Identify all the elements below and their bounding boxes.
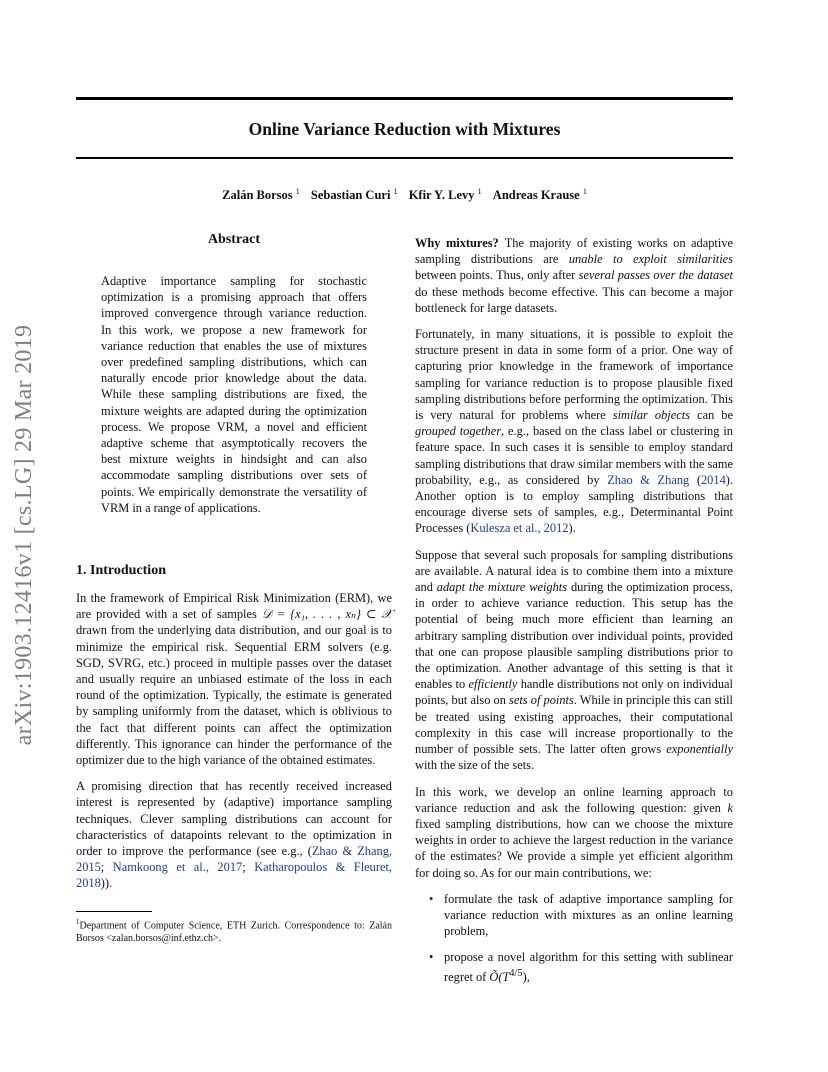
footnote bbox=[76, 916, 392, 945]
author bbox=[493, 188, 587, 202]
text-run: can be bbox=[690, 408, 734, 423]
emphasis: adapt the mixture weights bbox=[436, 580, 568, 595]
affiliation-mark: 1 bbox=[393, 187, 398, 196]
footnote-text: Department of Computer Science, ETH Zurich. Correspondence to: Zalán Borsos <zalan.borsos@inf.ethz.ch>. bbox=[76, 920, 392, 945]
author bbox=[409, 188, 482, 202]
paragraph bbox=[415, 547, 733, 774]
text-run: handle distributions not only on individual points, but also on bbox=[415, 677, 733, 708]
author bbox=[311, 188, 398, 202]
emphasis: unable to exploit similarities bbox=[568, 252, 734, 267]
paragraph bbox=[76, 590, 392, 768]
text-run: do these methods become effective. This can become a major bottleneck for large datasets. bbox=[415, 284, 733, 315]
author-name: Kfir Y. Levy bbox=[408, 188, 475, 203]
text-run: during the optimization process, in order to achieve variance reduction. This setup has the potential of being much more efficient than learning an arbitrary sampling distribution over individual points, provided that one can propose plausible sampling distributions prior to the optimization. Another advantage of this setting is that it enables to bbox=[415, 580, 733, 692]
text-run: ). Another option is to employ sampling distributions that encourage diverse sets of samples, e.g., Determinantal Point Processes ( bbox=[415, 472, 733, 536]
math-exponent: 4/5 bbox=[509, 967, 523, 979]
text-run: In the framework of Empirical Risk Minimization (ERM), we are provided with a set of samples bbox=[76, 591, 392, 622]
list-item-text: ), bbox=[522, 969, 530, 984]
emphasis: sets of points bbox=[509, 693, 574, 708]
affiliation-mark: 1 bbox=[582, 187, 587, 196]
emphasis: similar objects bbox=[612, 408, 691, 423]
citation-link[interactable]: Kulesza et al., 2012 bbox=[470, 521, 569, 536]
text-run: , e.g., based on the class label or clustering in feature space. In such cases it is sensible to employ standard sampling distributions that draw similar members with the same probability, e.g., as considered by bbox=[415, 424, 733, 487]
title-rule-bottom bbox=[76, 157, 733, 159]
citation-link[interactable]: Zhao & Zhang, 2015 bbox=[76, 844, 392, 875]
text-run: The majority of existing works on adaptive sampling distributions are bbox=[415, 236, 733, 267]
text-run: fixed sampling distributions, how can we choose the mixture weights in order to achieve the largest reduction in the variance of the estimates? We provide a simple yet efficient algorithm for doing so. As for our main contributions, we: bbox=[415, 816, 733, 880]
text-run: ). bbox=[568, 521, 576, 536]
text-run: . While in principle this can still be treated using existing approaches, their computational complexity in this case will increase proportionally to the number of possible sets. The latter often grows bbox=[415, 693, 733, 757]
author-list bbox=[76, 187, 733, 203]
title-rule-top bbox=[76, 97, 733, 100]
affiliation-mark: 1 bbox=[477, 187, 482, 196]
abstract-text: Adaptive importance sampling for stochastic optimization is a promising approach that offers improved convergence through variance reduction. In this work, we propose a new framework for variance reduction that enables the use of mixtures over predefined sampling distributions, which can naturally encode prior knowledge about the data. While these sampling distributions are fixed, the mixture weights are adapted during the optimization process. We propose VRM, a novel and efficient adaptive scheme that asymptotically recovers the best mixture weights in hindsight and can also accommodate sampling distributions over sets of points. We empirically demonstrate the versatility of VRM in a range of applications. bbox=[101, 274, 367, 515]
author-name: Andreas Krause bbox=[492, 188, 580, 203]
text-run: between points. Thus, only after bbox=[415, 268, 579, 283]
math-inline: Õ(T bbox=[489, 969, 510, 984]
text-run: ; bbox=[100, 860, 113, 875]
list-item bbox=[415, 949, 733, 985]
text-run: In this work, we develop an online learning approach to variance reduction and ask the following question: given bbox=[415, 784, 733, 815]
author bbox=[222, 188, 300, 202]
text-run: ( bbox=[689, 472, 701, 487]
bullet-icon: • bbox=[429, 891, 434, 906]
author-name: Zalán Borsos bbox=[222, 188, 293, 203]
citation-link[interactable]: Zhao & Zhang bbox=[607, 472, 690, 487]
paragraph bbox=[415, 326, 733, 537]
footnote-mark: 1 bbox=[76, 918, 80, 926]
math-inline: k bbox=[727, 800, 733, 815]
emphasis: efficiently bbox=[468, 677, 518, 692]
right-column-body bbox=[415, 235, 733, 995]
emphasis: grouped together bbox=[415, 424, 502, 439]
citation-link[interactable]: Namkoong et al., 2017 bbox=[112, 860, 243, 875]
paragraph bbox=[415, 235, 733, 316]
paragraph bbox=[76, 778, 392, 891]
text-run: )). bbox=[100, 876, 113, 891]
emphasis: several passes over the dataset bbox=[578, 268, 733, 283]
paragraph-heading: Why mixtures? bbox=[415, 236, 499, 250]
text-run: with the size of the sets. bbox=[415, 758, 535, 773]
text-run: A promising direction that has recently received increased interest is represented by (adaptive) importance sampling techniques. Clever sampling distributions can account for characteristics of datapoints relevant to the optimization in order to improve the performance (see e.g., ( bbox=[76, 779, 392, 859]
list-item-text: propose a novel algorithm for this setting with sublinear regret of bbox=[444, 950, 733, 984]
introduction-body bbox=[76, 590, 392, 902]
emphasis: exponentially bbox=[666, 742, 733, 757]
paragraph bbox=[415, 784, 733, 881]
text-run: ; bbox=[242, 860, 255, 875]
math-inline: 𝒟 = {x₁, . . . , xₙ} ⊂ 𝒳 bbox=[261, 607, 392, 622]
list-item-text: formulate the task of adaptive importance sampling for variance reduction with mixtures as an online learning problem, bbox=[444, 891, 733, 939]
bullet-icon: • bbox=[429, 950, 434, 965]
author-name: Sebastian Curi bbox=[310, 188, 391, 203]
citation-link[interactable]: 2014 bbox=[700, 472, 726, 487]
abstract-heading: Abstract bbox=[207, 232, 261, 247]
text-run: drawn from the underlying data distribution, and our goal is to minimize the empirical risk. Sequential ERM solvers (e.g. SGD, SVRG, etc.) proceed in multiple passes over the dataset and usually require an unbiased estimate of the loss in each round of the optimization. Typically, the estimate is generated by sampling uniformly from the dataset, which is oblivious to the fact that different points can affect the optimization differently. This ignorance can hinder the performance of the optimizer due to the high variance of the obtained estimates. bbox=[76, 623, 392, 768]
text-run: Suppose that several such proposals for sampling distributions are available. A natural idea is to combine them into a mixture and bbox=[415, 547, 733, 595]
paper-title: Online Variance Reduction with Mixtures bbox=[248, 119, 561, 139]
affiliation-mark: 1 bbox=[295, 187, 300, 196]
section-heading-introduction: 1. Introduction bbox=[76, 563, 166, 578]
list-item bbox=[415, 891, 733, 940]
footnote-rule bbox=[76, 911, 152, 912]
text-run: Fortunately, in many situations, it is possible to exploit the structure present in data in some form of a prior. One way of capturing prior knowledge in the framework of importance sampling for variance reduction is to propose plausible fixed sampling distributions before performing the optimization. This is very natural for problems where bbox=[415, 327, 733, 423]
contribution-list bbox=[415, 891, 733, 985]
citation-link[interactable]: Katharopoulos & Fleuret, 2018 bbox=[76, 860, 393, 891]
arxiv-identifier: arXiv:1903.12416v1 [cs.LG] 29 Mar 2019 bbox=[11, 324, 37, 746]
